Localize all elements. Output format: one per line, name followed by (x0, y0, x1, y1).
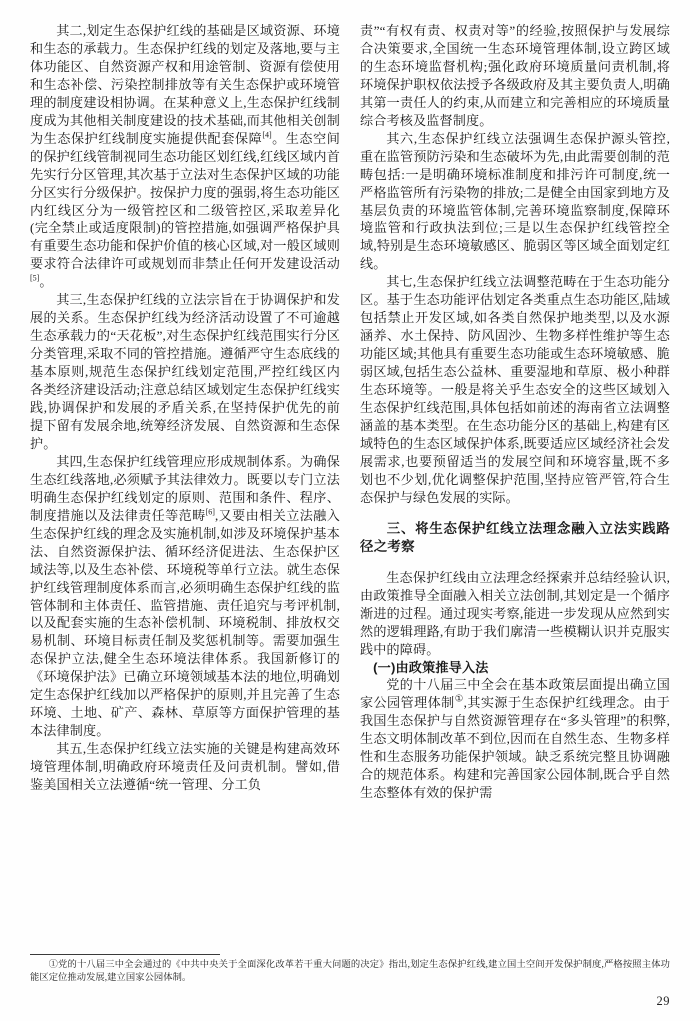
paragraph-qi-wu-continued: 责”“有权有责、权责对等”的经验,按照保护与发展综合决策要求,全国统一生态环境管理体制,设立跨区域的生态环境监督机构;强化政府环境质量问责机制,将环境保护职权依法授予各级政府及其主要负责人,明确其第一责任人的约束,从而建立和完善相应的环境质量综合考核及监督制度。 (360, 23, 670, 128)
footnote-area (30, 954, 670, 986)
footnote-marker: ① (48, 960, 59, 970)
paragraph-qi-liu: 其六,生态保护红线立法强调生态保护源头管控,重在监管预防污染和生态破坏为先,由此需要创制的范畴包括:一是明确环境标准制度和排污许可制度,统一严格监管所有污染物的排放;二是健全由国家到地方及基层负责的环境监管体制,完善环境监察制度,保障环境监管和行政执法到位;三是以生态保护红线管控全域,特别是生态环境敏感区、脆弱区等区域全面划定红线。 (360, 130, 670, 272)
left-column (30, 22, 340, 922)
paragraph-text-continued: 。生态空间的保护红线管制视同生态功能区划红线,红线区域内首先实行分区管理,其次基于立法对生态保护区域的功能分区实行分级保护。按保护力度的强弱,将生态功能区内红线区分为一级管控区和二级管控区,采取差异化(完全禁止或适度限制)的管控措施,如强调严格保护具有重要生态功能和保护价值的核心区域,对一般区域则要求符合法律许可或规划而非禁止任何开发建设活动 (30, 130, 340, 272)
paragraph-text: 其四,生态保护红线管理应形成规制体系。为确保生态红线落地,必须赋予其法律效力。既要以专门立法明确生态保护红线划定的原则、范围和条件、程序、制度措施以及法律责任等范畴 (30, 453, 340, 523)
footnote-entry (30, 959, 670, 986)
footnote-separator-rule (30, 954, 220, 955)
paragraph-qi-si (30, 453, 340, 740)
paragraph-qi-san: 其三,生态保护红线的立法宗旨在于协调保护和发展的关系。生态保护红线为经济活动设置了不可逾越生态承载力的“天花板”,对生态保护红线范围实行分区分类管理,采取不同的管控措施。遵循严守生态底线的基本原则,规范生态保护红线划定范围,严控红线区内各类经济建设活动;注意总结区域划定生态保护红线实践,协调保护和发展的矛盾关系,在坚持保护优先的前提下留有发展余地,统筹经济发展、自然资源和生态保护。 (30, 292, 340, 451)
section-heading-three: 三、将生态保护红线立法理念融入立法实践路径之考察 (360, 520, 670, 555)
citation-marker: [6] (205, 507, 215, 517)
paragraph-qi-er (30, 22, 340, 291)
paragraph-qi-wu: 其五,生态保护红线立法实施的关键是构建高效环境管理体制,明确政府环境责任及问责机制。譬如,借鉴美国相关立法遵循“统一管理、分工负 (30, 741, 340, 793)
two-column-body (30, 22, 670, 922)
citation-marker: [5] (30, 273, 40, 283)
paragraph-text: 其二,划定生态保护红线的基础是区域资源、环境和生态的承载力。生态保护红线的划定及落地,要与主体功能区、自然资源产权和用途管制、资源有偿使用和生态补偿、污染控制排放等有关生态保护或环境管理的制度建设相协调。在某种意义上,生态保护红线制度成为其他相关制度建设的技术基础,而其他相关创制为生态保护红线制度实施提供配套保障 (30, 23, 340, 146)
paragraph-text-tail: 。 (39, 274, 53, 290)
paragraph-qi-qi: 其七,生态保护红线立法调整范畴在于生态功能分区。基于生态功能评估划定各类重点生态功能区,陆域包括禁止开发区域,如各类自然保护地类型,以及水源涵养、水土保持、防风固沙、生物多样性维护等生态功能区域;其他具有重要生态功能或生态环境敏感、脆弱区域,包括生态公益林、重要湿地和草原、极小种群生态环境等。一般是将关乎生态安全的这些区域划入生态保护红线范围,具体包括如前述的海南省立法调整涵盖的基本类型。在生态功能分区的基础上,构建有区域特色的生态区域保护体系,既要适应区域经济社会发展需求,也要预留适当的发展空间和环境容量,既不多划也不少划,优化调整保护范围,坚持应管严管,符合生态保护与绿色发展的实际。 (360, 274, 670, 505)
citation-marker: [4] (262, 130, 272, 140)
paragraph-text-continued: ,又要由相关立法融入生态保护红线的理念及实施机制,如涉及环境保护基本法、自然资源保护法、循环经济促进法、生态保护区域法等,以及生态补偿、环境税等单行立法。就生态保护红线管理制度体系而言,必须明确生态保护红线的监管体制和主体责任、监管措施、责任追究与考评机制,以及配套实施的生态补偿机制、环境税制、排放权交易机制、环境目标责任制及奖惩机制等。需要加强生态保护立法,健全生态环境法律体系。我国新修订的《环境保护法》已确立环境领域基本法的地位,明确划定生态保护红线加以严格保护的原则,并且完善了生态环境、土地、矿产、森林、草原等方面保护管理的基本法律制度。 (30, 507, 340, 739)
paragraph-text-continued: ,其实源于生态保护红线理念。由于我国生态保护与自然资源管理存在“多头管理”的积弊,生态文明体制改革不到位,因而在自然生态、生物多样性和生态服务功能保护领域。缺乏系统完整且协调融合的规范体系。构建和完善国家公园体制,既合乎自然生态整体有效的保护需 (360, 695, 670, 801)
footnote-marker: ① (454, 695, 464, 706)
footnote-body-text: 党的十八届三中全会通过的《中共中央关于全面深化改革若干重大问题的决定》指出,划定生态保护红线,建立国土空间开发保护制度,严格按照主体功能区定位推动发展,建立国家公园体制。 (30, 960, 670, 984)
right-column (360, 22, 670, 922)
paragraph-section-intro: 生态保护红线由立法理念经探索并总结经验认识,由政策推导全面融入相关立法创制,其划定是一个循序渐进的过程。通过现实考察,能进一步发现从应然到实然的逻辑理路,有助于我们廓清一些模糊认识并克服实践中的障碍。 (360, 569, 670, 657)
paragraph-text: 党的十八届三中全会在基本政策层面提出确立国家公园管理体制 (360, 677, 670, 711)
page-number: 29 (656, 994, 670, 1008)
paragraph-subsection-one (360, 676, 670, 802)
subsection-heading-one: (一)由政策推导入法 (373, 659, 489, 675)
